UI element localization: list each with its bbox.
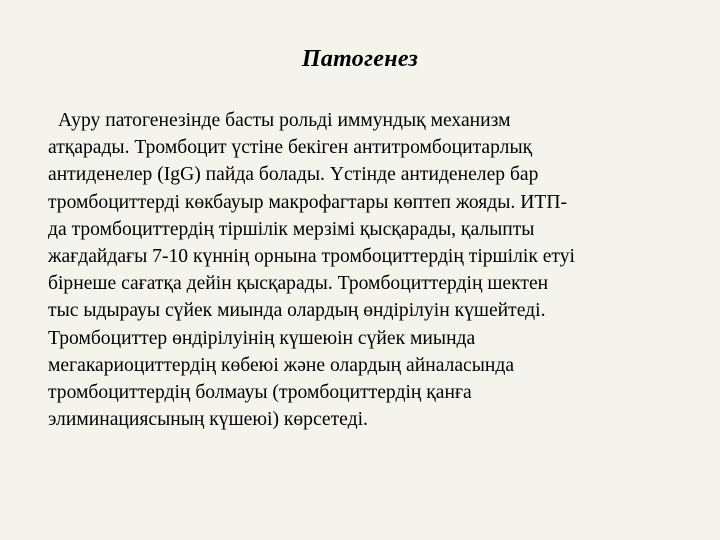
slide-body-text <box>48 107 688 433</box>
slide-title: Патогенез <box>301 46 419 72</box>
body-line: антиденелер (IgG) пайда болады. Үстінде антиденелер бар <box>48 164 539 186</box>
body-line: элиминациясының күшеюі) көрсетеді. <box>48 409 368 431</box>
body-line: атқарады. Тромбоцит үстіне бекіген антитромбоцитарлық <box>48 137 533 159</box>
body-line: Тромбоциттер өндірілуінің күшеюін сүйек миында <box>48 327 476 349</box>
body-line: тыс ыдырауы сүйек миында олардың өндірілуін күшейтеді. <box>48 300 546 322</box>
body-line: Ауру патогенезінде басты рольді иммундық механизм <box>58 110 511 131</box>
body-line: тромбоциттердің болмауы (тромбоциттердің қанға <box>48 382 472 404</box>
body-line: тромбоциттерді көкбауыр макрофагтары көптеп жояды. ИТП- <box>48 191 568 213</box>
body-line: да тромбоциттердің тіршілік мерзімі қысқарады, қалыпты <box>48 218 535 240</box>
body-line: мегакариоциттердің көбеюі және олардың айналасында <box>48 354 515 376</box>
body-line: бірнеше сағатқа дейін қысқарады. Тромбоциттердің шектен <box>48 273 549 295</box>
body-line: жағдайдағы 7-10 күннің орнына тромбоциттердің тіршілік етуі <box>48 246 575 268</box>
